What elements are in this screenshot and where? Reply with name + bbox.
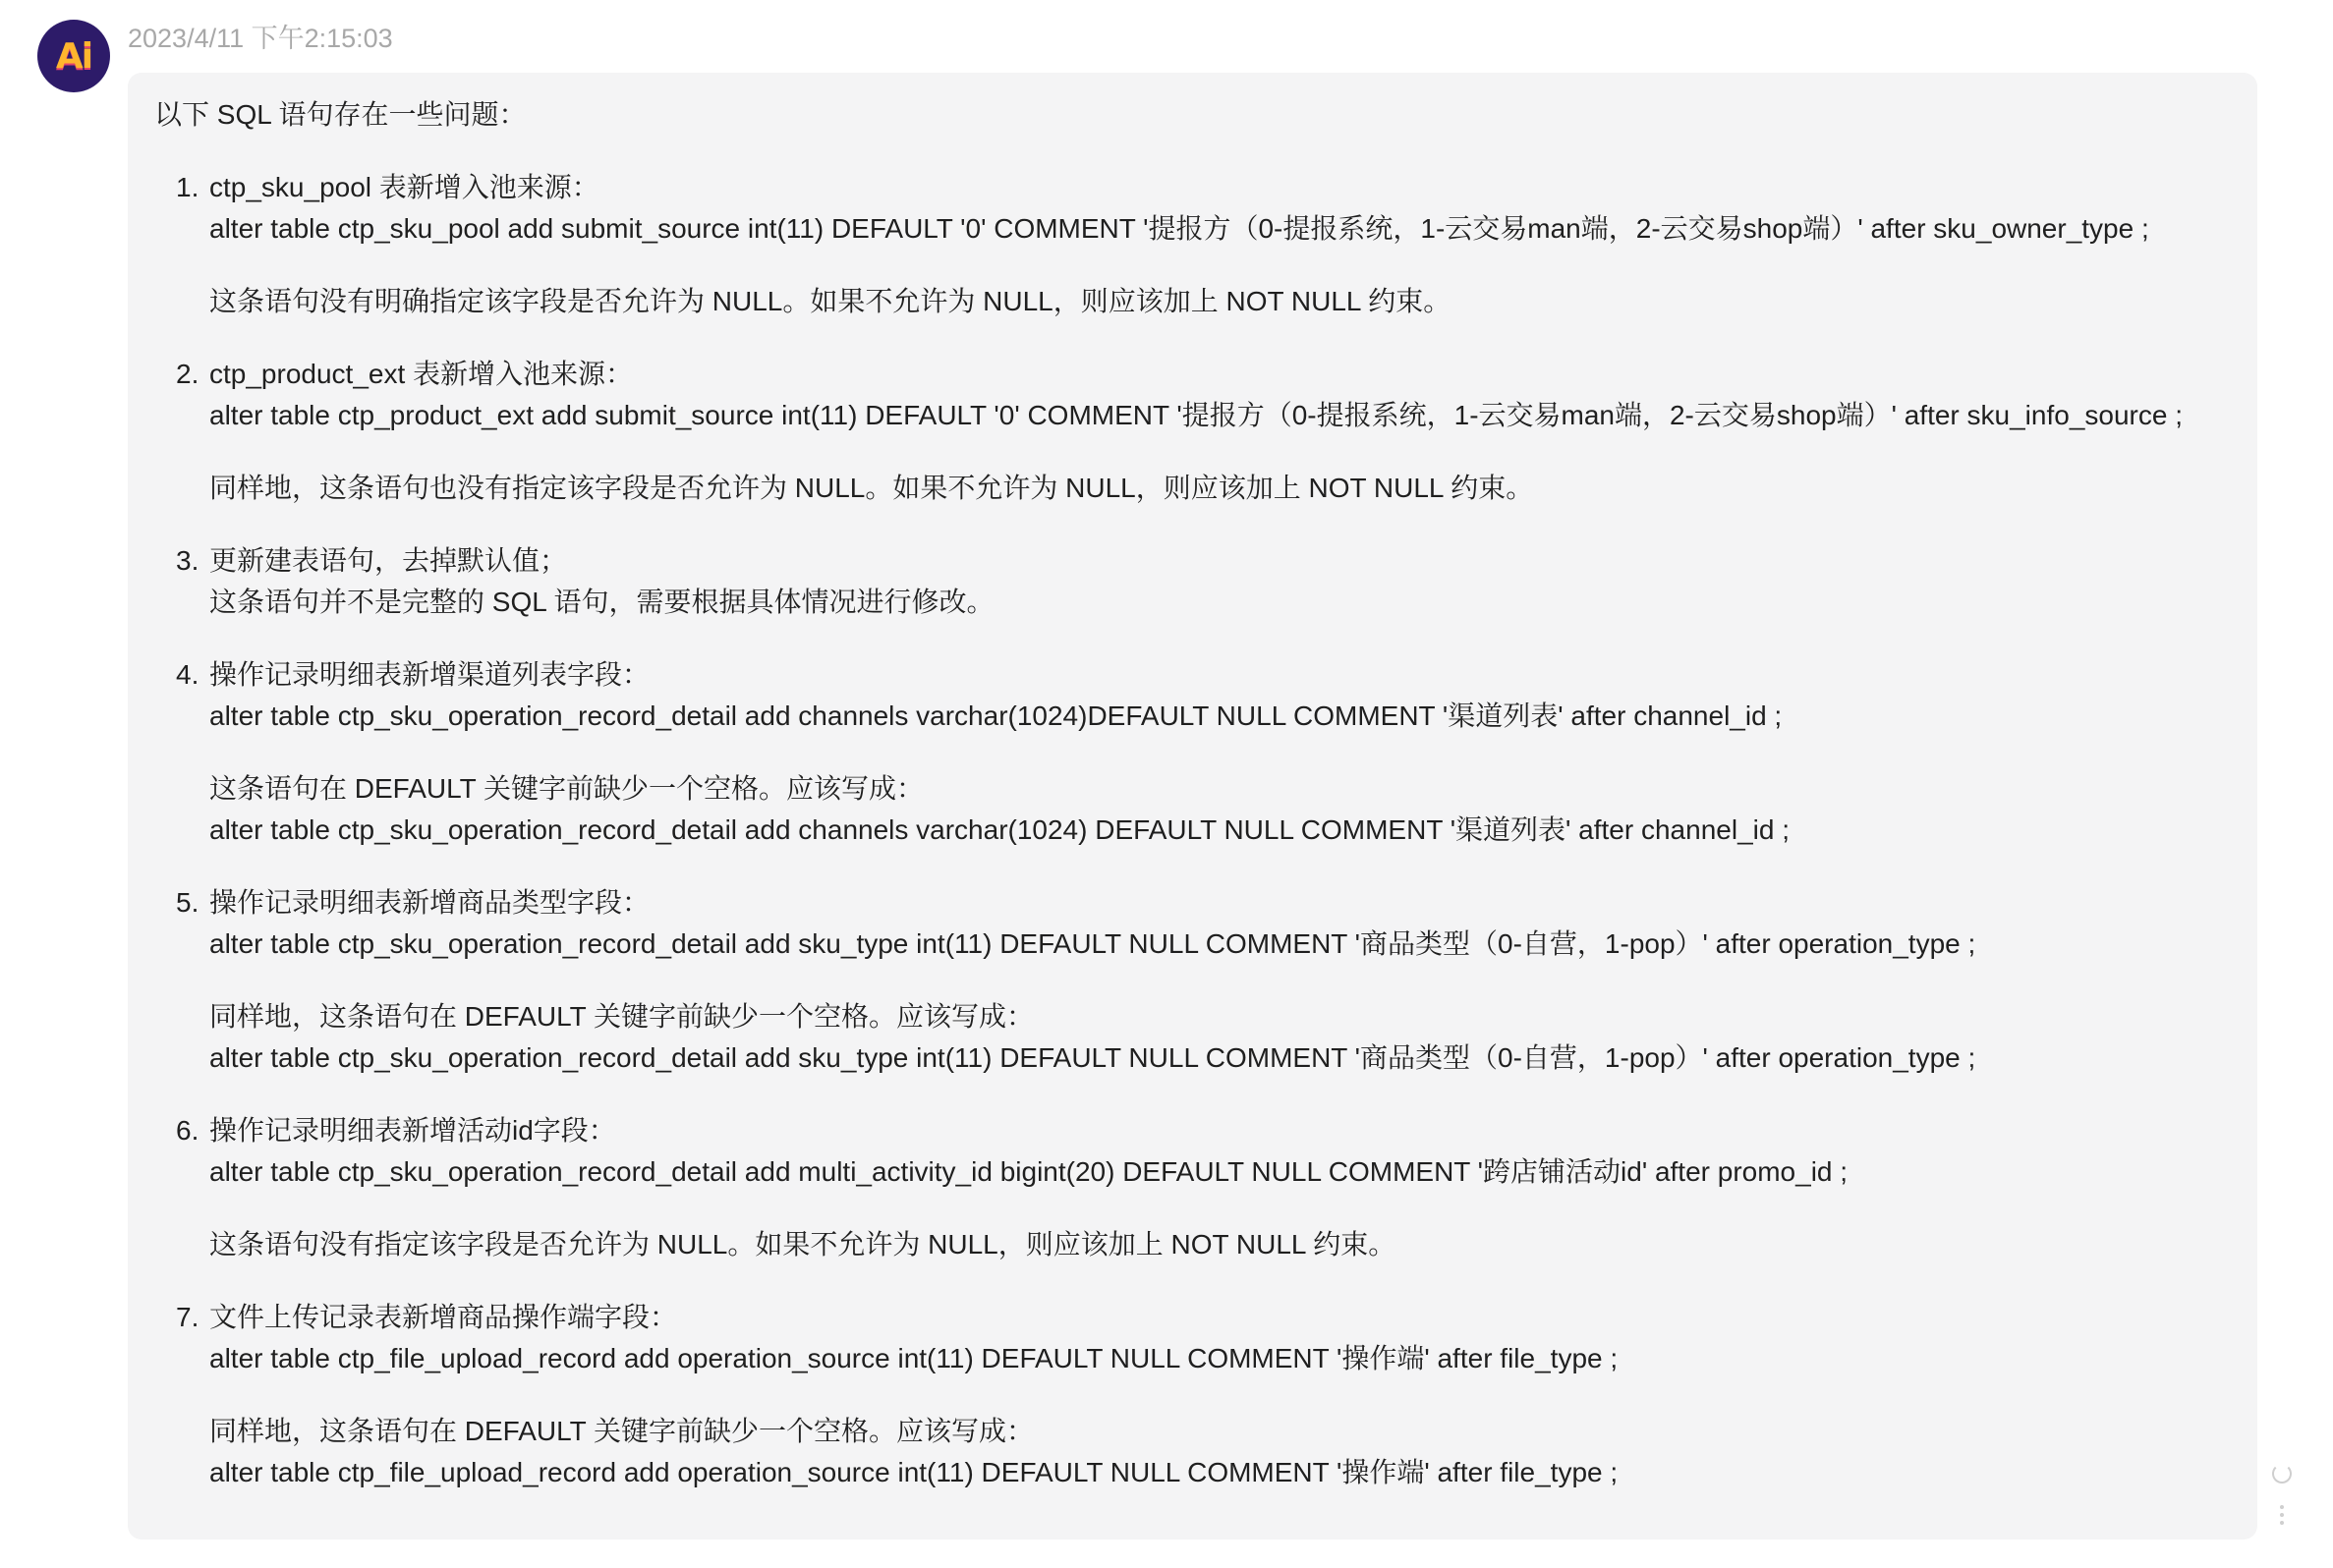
item-number: 3. bbox=[176, 545, 199, 576]
item-note: 同样地，这条语句在 DEFAULT 关键字前缺少一个空格。应该写成： bbox=[209, 1416, 1035, 1446]
item-title: ctp_product_ext 表新增入池来源： bbox=[209, 359, 634, 389]
message-intro: 以下 SQL 语句存在一些问题： bbox=[154, 99, 527, 130]
avatar[interactable] bbox=[37, 20, 110, 92]
list-item bbox=[154, 1110, 2232, 1265]
item-fix-sql: alter table ctp_sku_operation_record_detail add sku_type int(11) DEFAULT NULL COMMENT '商品类型（0-自营，1-pop）' after operation_type ; bbox=[209, 1042, 1976, 1073]
list-item bbox=[154, 354, 2232, 509]
list-item bbox=[154, 654, 2232, 851]
item-fix-sql: alter table ctp_sku_operation_record_detail add channels varchar(1024) DEFAULT NULL COMMENT '渠道列表' after channel_id ; bbox=[209, 814, 1790, 845]
item-note: 同样地，这条语句也没有指定该字段是否允许为 NULL。如果不允许为 NULL，则应该加上 NOT NULL 约束。 bbox=[209, 473, 1534, 503]
item-note: 这条语句没有明确指定该字段是否允许为 NULL。如果不允许为 NULL，则应该加上 NOT NULL 约束。 bbox=[209, 286, 1451, 316]
item-number: 2. bbox=[176, 359, 199, 389]
item-title: 操作记录明细表新增活动id字段： bbox=[209, 1115, 616, 1146]
item-number: 4. bbox=[176, 659, 199, 690]
item-number: 6. bbox=[176, 1115, 199, 1146]
message-bubble bbox=[128, 73, 2257, 1540]
list-item bbox=[154, 167, 2232, 322]
item-number: 5. bbox=[176, 887, 199, 918]
more-vertical-icon[interactable] bbox=[2280, 1505, 2284, 1525]
reload-icon[interactable] bbox=[2272, 1464, 2292, 1484]
list-item bbox=[154, 882, 2232, 1079]
item-number: 1. bbox=[176, 172, 199, 202]
avatar-text: Ai bbox=[55, 35, 92, 77]
item-sql: alter table ctp_sku_pool add submit_source int(11) DEFAULT '0' COMMENT '提报方（0-提报系统，1-云交易man端，2-云交易shop端）' after sku_owner_type ; bbox=[209, 213, 2149, 244]
item-note: 这条语句在 DEFAULT 关键字前缺少一个空格。应该写成： bbox=[209, 773, 925, 804]
item-title: 操作记录明细表新增渠道列表字段： bbox=[209, 659, 651, 690]
item-title: ctp_sku_pool 表新增入池来源： bbox=[209, 172, 599, 202]
item-title: 更新建表语句，去掉默认值； bbox=[209, 545, 568, 576]
item-note: 这条语句没有指定该字段是否允许为 NULL。如果不允许为 NULL，则应该加上 NOT NULL 约束。 bbox=[209, 1229, 1396, 1260]
list-item bbox=[154, 540, 2232, 623]
item-sql: alter table ctp_sku_operation_record_detail add channels varchar(1024)DEFAULT NULL COMMENT '渠道列表' after channel_id ; bbox=[209, 700, 1783, 731]
message-actions bbox=[2268, 1464, 2296, 1525]
item-number: 7. bbox=[176, 1302, 199, 1332]
item-note: 这条语句并不是完整的 SQL 语句，需要根据具体情况进行修改。 bbox=[209, 587, 995, 617]
item-title: 操作记录明细表新增商品类型字段： bbox=[209, 887, 651, 918]
item-note: 同样地，这条语句在 DEFAULT 关键字前缺少一个空格。应该写成： bbox=[209, 1001, 1035, 1032]
item-sql: alter table ctp_sku_operation_record_detail add sku_type int(11) DEFAULT NULL COMMENT '商品类型（0-自营，1-pop）' after operation_type ; bbox=[209, 928, 1976, 959]
item-title: 文件上传记录表新增商品操作端字段： bbox=[209, 1302, 678, 1332]
item-fix-sql: alter table ctp_file_upload_record add operation_source int(11) DEFAULT NULL COMMENT '操作端' after file_type ; bbox=[209, 1457, 1619, 1487]
item-sql: alter table ctp_product_ext add submit_source int(11) DEFAULT '0' COMMENT '提报方（0-提报系统，1-云交易man端，2-云交易shop端）' after sku_info_source ; bbox=[209, 400, 2183, 430]
issue-list bbox=[154, 167, 2232, 1493]
item-sql: alter table ctp_file_upload_record add operation_source int(11) DEFAULT NULL COMMENT '操作端' after file_type ; bbox=[209, 1343, 1619, 1373]
message-timestamp: 2023/4/11 下午2:15:03 bbox=[128, 24, 393, 53]
list-item bbox=[154, 1297, 2232, 1493]
item-sql: alter table ctp_sku_operation_record_detail add multi_activity_id bigint(20) DEFAULT NULL COMMENT '跨店铺活动id' after promo_id ; bbox=[209, 1156, 1849, 1187]
